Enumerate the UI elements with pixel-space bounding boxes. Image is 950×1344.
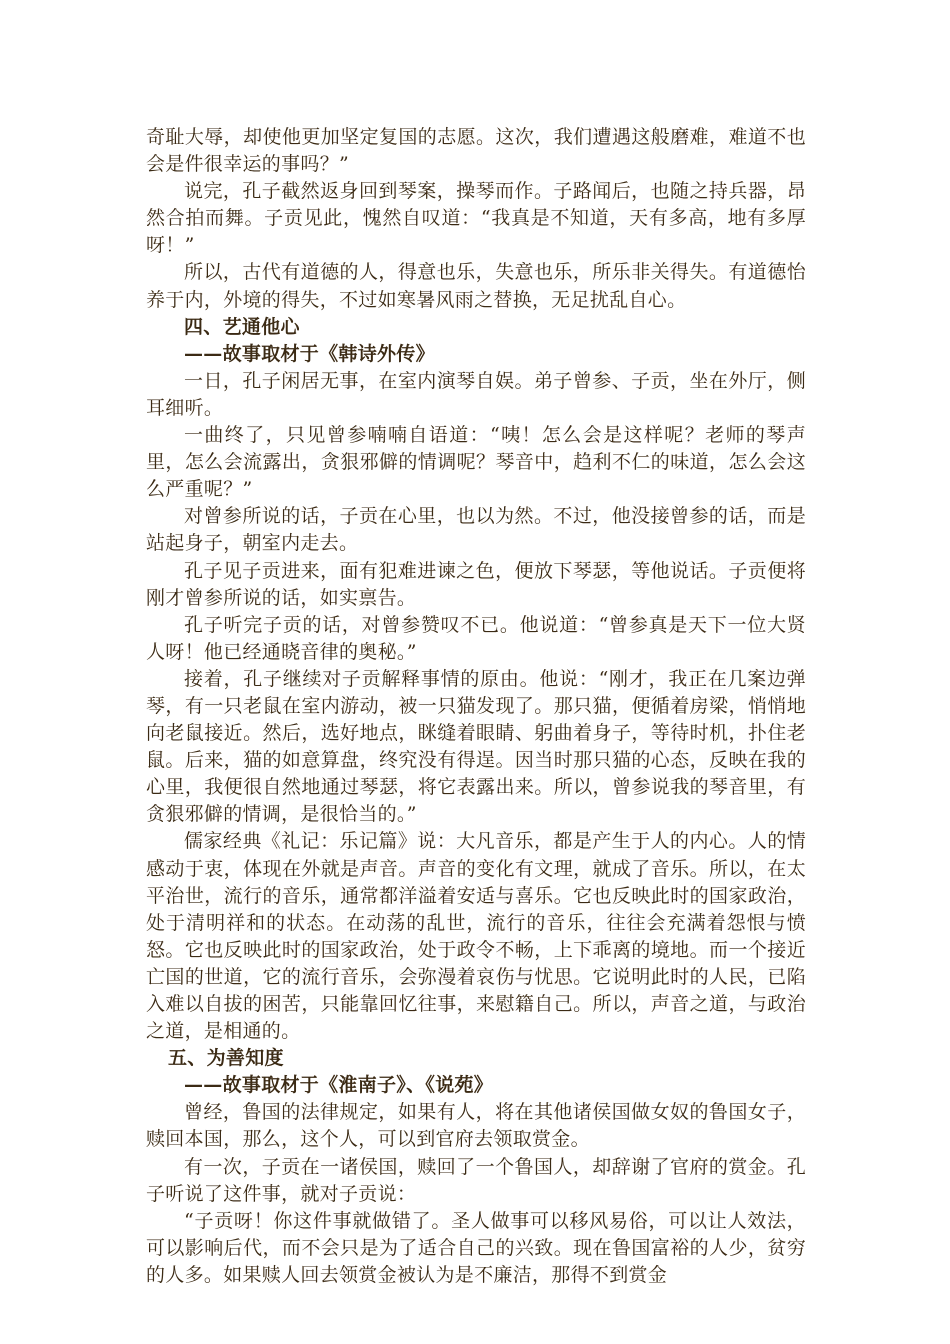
paragraph-8: 孔子听完子贡的话，对曾参赞叹不已。他说道：“曾参真是天下一位大贤人呀！他已经通晓音律的奥秘。” [146, 613, 806, 663]
paragraph-3: 所以，古代有道德的人，得意也乐，失意也乐，所乐非关得失。有道德怡养于内，外境的得失，不过如寒暑风雨之替换，无足扰乱自心。 [146, 261, 806, 311]
section-source-5: ——故事取材于《淮南子》、《说苑》 [184, 1074, 494, 1097]
paragraph-11: 曾经，鲁国的法律规定，如果有人，将在其他诸侯国做女奴的鲁国女子，赎回本国，那么，这个人，可以到官府去领取赏金。 [146, 1101, 806, 1151]
paragraph-10: 儒家经典《礼记：乐记篇》说：大凡音乐，都是产生于人的内心。人的情感动于衷，体现在外就是声音。声音的变化有文理，就成了音乐。所以，在太平治世，流行的音乐，通常都洋溢着安适与喜乐。它也反映此时的国家政治，处于清明祥和的状态。在动荡的乱世，流行的音乐，往往会充满着怨恨与愤怒。它也反映此时的国家政治，处于政令不畅，上下乖离的境地。而一个接近亡国的世道，它的流行音乐，会弥漫着哀伤与忧思。它说明此时的人民，已陷入难以自拔的困苦，只能靠回忆往事，来慰籍自己。所以，声音之道，与政治之道，是相通的。 [146, 830, 806, 1043]
paragraph-4: 一日，孔子闲居无事，在室内演琴自娱。弟子曾参、子贡，坐在外厅，侧耳细听。 [146, 369, 806, 419]
paragraph-7: 孔子见子贡进来，面有犯难进谏之色，便放下琴瑟，等他说话。子贡便将刚才曾参所说的话，如实禀告。 [146, 559, 806, 609]
paragraph-13: “子贡呀！你这件事就做错了。圣人做事可以移风易俗，可以让人效法，可以影响后代，而不会只是为了适合自己的兴致。现在鲁国富裕的人少，贫穷的人多。如果赎人回去领赏金被认为是不廉洁，那得不到赏金 [146, 1209, 806, 1286]
paragraph-5: 一曲终了，只见曾参喃喃自语道：“咦！怎么会是这样呢？老师的琴声里，怎么会流露出，贪狠邪僻的情调呢？琴音中，趋利不仁的味道，怎么会这么严重呢？” [146, 424, 806, 501]
section-heading-5: 五、为善知度 [168, 1047, 284, 1070]
document-body [146, 124, 806, 1289]
paragraph-9: 接着，孔子继续对子贡解释事情的原由。他说：“刚才，我正在几案边弹琴，有一只老鼠在室内游动，被一只猫发现了。那只猫，便循着房梁，悄悄地向老鼠接近。然后，选好地点，眯缝着眼睛、躬曲着身子，等待时机，扑住老鼠。后来，猫的如意算盘，终究没有得逞。因当时那只猫的心态，反映在我的心里，我便很自然地通过琴瑟，将它表露出来。所以，曾参说我的琴音里，有贪狠邪僻的情调，是很恰当的。” [146, 667, 806, 826]
paragraph-12: 有一次，子贡在一诸侯国，赎回了一个鲁国人，却辞谢了官府的赏金。孔子听说了这件事，就对子贡说： [146, 1155, 806, 1205]
section-heading-4: 四、艺通他心 [184, 315, 300, 338]
section-source-4: ——故事取材于《韩诗外传》 [184, 342, 435, 365]
paragraph-2: 说完，孔子截然返身回到琴案，操琴而作。子路闻后，也随之持兵器，昂然合拍而舞。子贡见此，愧然自叹道：“我真是不知道，天有多高，地有多厚呀！” [146, 180, 806, 257]
paragraph-6: 对曾参所说的话，子贡在心里，也以为然。不过，他没接曾参的话，而是站起身子，朝室内走去。 [146, 505, 806, 555]
paragraph-1: 奇耻大辱，却使他更加坚定复国的志愿。这次，我们遭遇这般磨难，难道不也会是件很幸运的事吗？” [146, 126, 806, 176]
